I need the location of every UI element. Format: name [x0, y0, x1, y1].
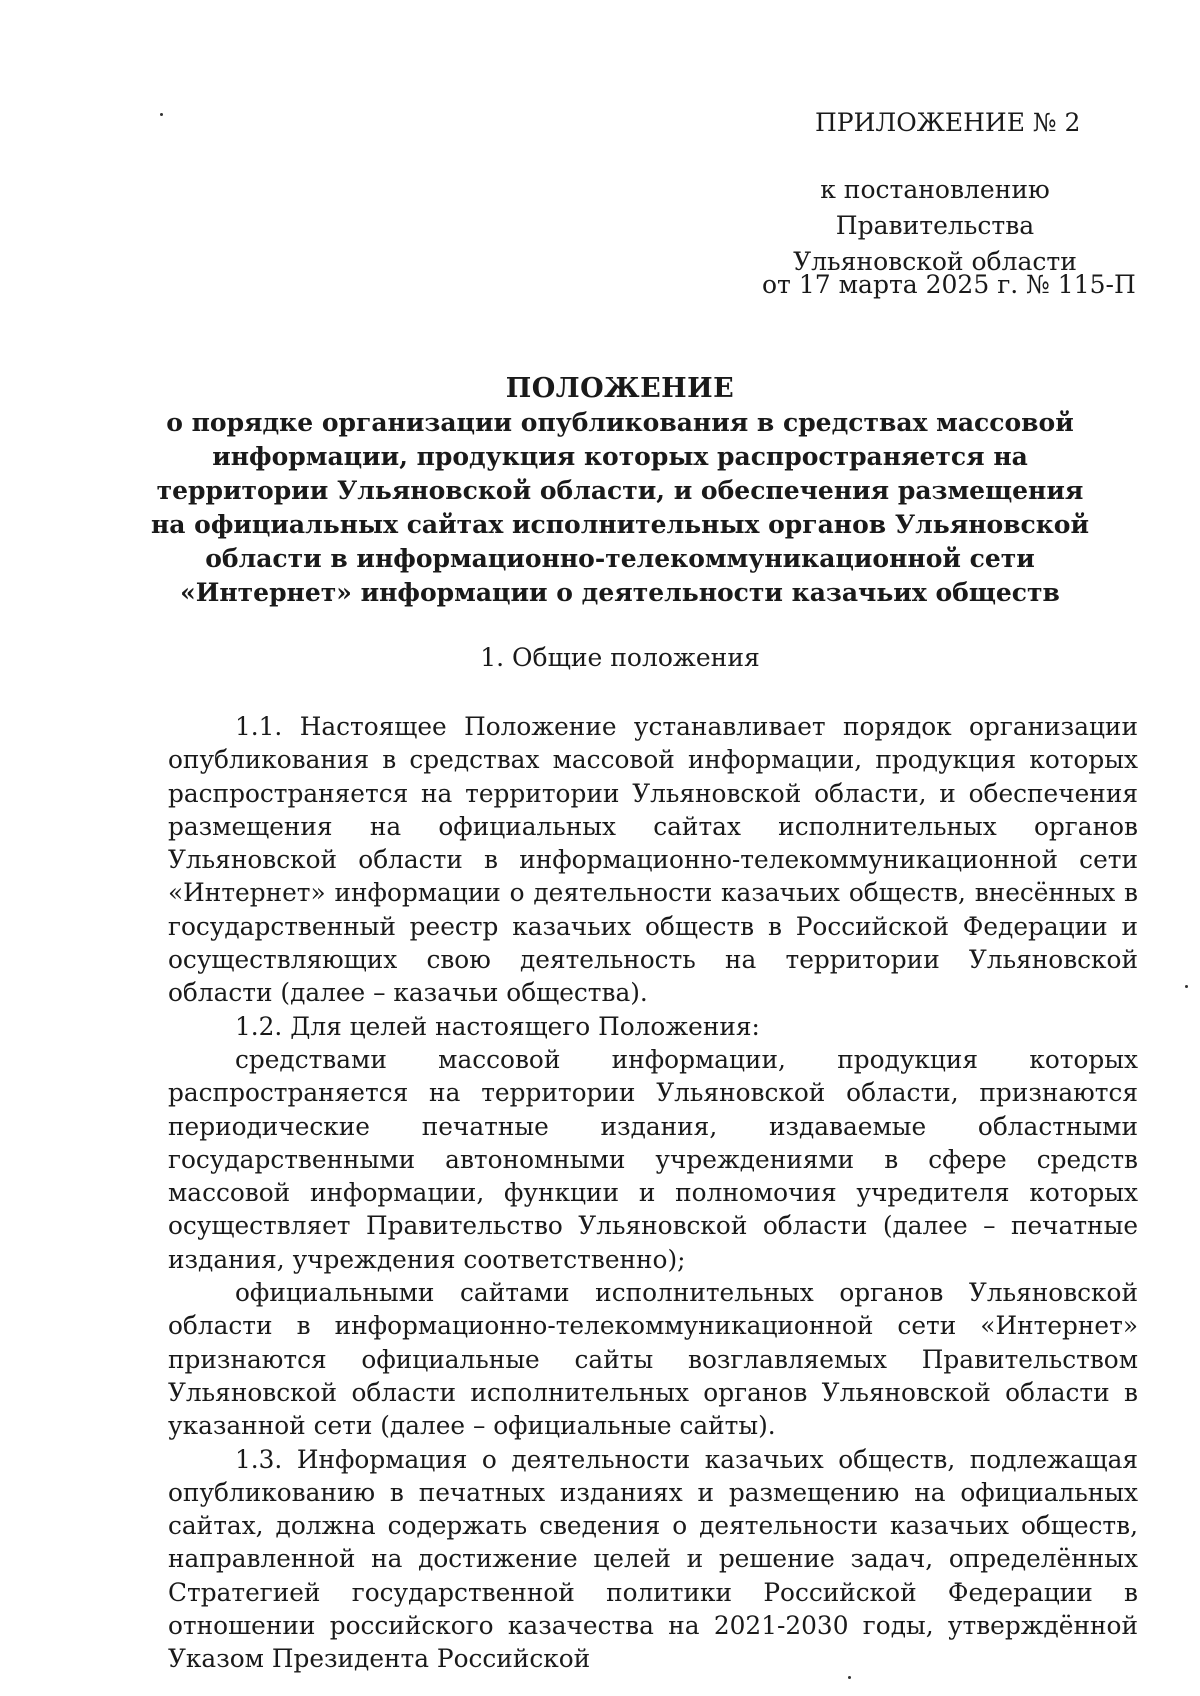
decree-date: от 17 марта 2025 г. № 115-П — [762, 270, 1136, 299]
decree-reference-line2: Ульяновской области — [793, 247, 1077, 276]
decree-reference-line1: к постановлению Правительства — [820, 175, 1050, 240]
document-title-main: ПОЛОЖЕНИЕ — [505, 373, 735, 404]
section-body — [168, 710, 1138, 1676]
appendix-label: ПРИЛОЖЕНИЕ № 2 — [815, 108, 1081, 137]
document-title-subtitle: о порядке организации опубликования в средствах массовой информации, продукция которых распространяется на территории Ульяновской области, и обеспечения размещения на официальных сайтах исполнительных органов Ульяновской области в информационно-телекоммуникационной сети «Интернет» информации о деятельности казачьих обществ — [150, 408, 1090, 607]
scan-speck — [160, 113, 163, 116]
scan-speck — [1185, 985, 1188, 988]
paragraph: 1.2. Для целей настоящего Положения: — [235, 1011, 760, 1041]
document-title — [140, 372, 1100, 610]
decree-reference — [735, 172, 1135, 280]
scan-speck — [848, 1676, 851, 1679]
section-heading: 1. Общие положения — [480, 643, 760, 672]
paragraph: средствами массовой информации, продукция которых распространяется на территории Ульяновской области, признаются периодические печатные издания, издаваемые областными государственными автономными учреждениями в сфере средств массовой информации, функции и полномочия учредителя которых осуществляет Правительство Ульяновской области (далее – печатные издания, учреждения соответственно); — [168, 1044, 1138, 1274]
paragraph: 1.3. Информация о деятельности казачьих обществ, подлежащая опубликованию в печатных изданиях и размещению на официальных сайтах, должна содержать сведения о деятельности казачьих обществ, направленной на достижение целей и решение задач, определённых Стратегией государственной политики Российской Федерации в отношении российского казачества на 2021-2030 годы, утверждённой Указом Президента Российской — [168, 1444, 1138, 1674]
paragraph: официальными сайтами исполнительных органов Ульяновской области в информационно-телекоммуникационной сети «Интернет» признаются официальные сайты возглавляемых Правительством Ульяновской области исполнительных органов Ульяновской области в указанной сети (далее – официальные сайты). — [168, 1278, 1138, 1441]
paragraph: 1.1. Настоящее Положение устанавливает порядок организации опубликования в средствах массовой информации, продукция которых распространяется на территории Ульяновской области, и обеспечения размещения на официальных сайтах исполнительных органов Ульяновской области в информационно-телекоммуникационной сети «Интернет» информации о деятельности казачьих обществ, внесённых в государственный реестр казачьих обществ в Российской Федерации и осуществляющих свою деятельность на территории Ульяновской области (далее – казачьи общества). — [168, 712, 1138, 1008]
